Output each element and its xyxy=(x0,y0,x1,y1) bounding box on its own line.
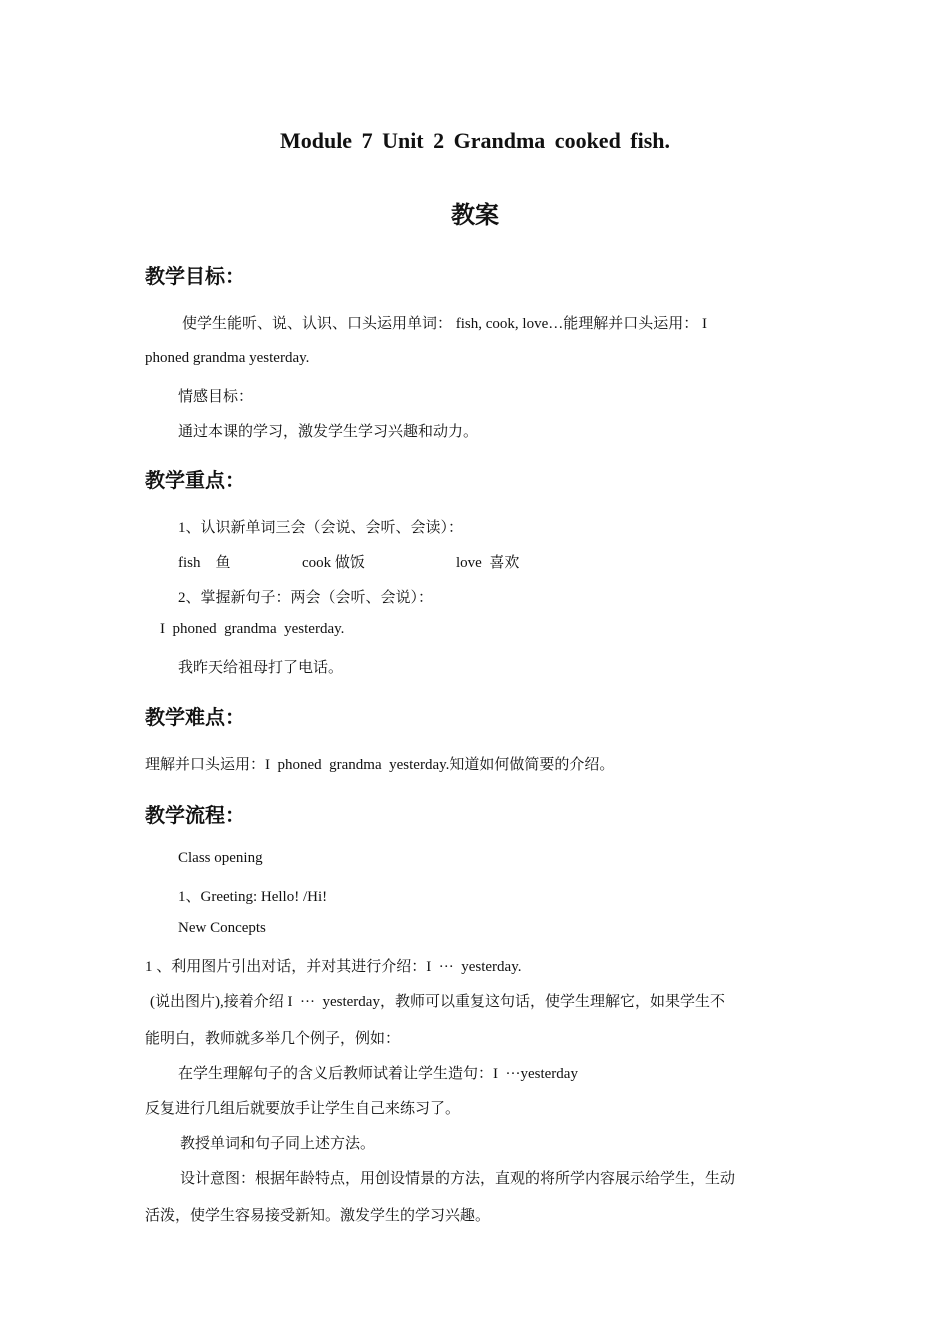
process-line-8: 反复进行几组后就要放手让学生自己来练习了。 xyxy=(145,1101,461,1117)
key-line-2: 2、掌握新句子：两会（会听、会说）： xyxy=(178,590,434,606)
vocab-love: love 喜欢 xyxy=(456,555,520,571)
process-line-6: 能明白，教师就多举几个例子，例如： xyxy=(145,1031,401,1047)
heading-difficult: 教学难点： xyxy=(145,705,245,729)
process-line-5: (说出图片),接着介绍 I ··· yesterday，教师可以重复这句话，使学生理解它，如果学生不 xyxy=(150,994,725,1010)
heading-process: 教学流程： xyxy=(145,803,245,827)
process-line-10: 设计意图：根据年龄特点，用创设情景的方法，直观的将所学内容展示给学生，生动 xyxy=(180,1171,736,1187)
key-line-3: I phoned grandma yesterday. xyxy=(160,621,345,637)
process-line-1: Class opening xyxy=(178,850,263,866)
process-line-4: 1 、利用图片引出对话，并对其进行介绍：I ··· yesterday. xyxy=(145,959,522,975)
goals-line-2: phoned grandma yesterday. xyxy=(145,350,310,366)
difficult-line-1: 理解并口头运用：I phoned grandma yesterday.知道如何做简要的介绍。 xyxy=(145,757,615,773)
goals-line-4: 通过本课的学习，激发学生学习兴趣和动力。 xyxy=(178,424,479,440)
goals-line-1: 使学生能听、说、认识、口头运用单词： fish, cook, love…能理解并口头运用： I xyxy=(182,316,707,332)
process-line-3: New Concepts xyxy=(178,920,266,936)
page-subtitle: 教案 xyxy=(451,203,499,229)
process-line-7: 在学生理解句子的含义后教师试着让学生造句：I ···yesterday xyxy=(178,1066,578,1082)
key-line-1: 1、认识新单词三会（会说、会听、会读）： xyxy=(178,520,464,536)
process-line-9: 教授单词和句子同上述方法。 xyxy=(180,1136,376,1152)
heading-goals: 教学目标： xyxy=(145,264,245,288)
key-line-4: 我昨天给祖母打了电话。 xyxy=(178,660,344,676)
vocab-fish: fish 鱼 xyxy=(178,555,231,571)
page-title: Module 7 Unit 2 Grandma cooked fish. xyxy=(279,128,671,153)
goals-line-3: 情感目标： xyxy=(178,389,254,405)
heading-key: 教学重点： xyxy=(145,468,245,492)
process-line-11: 活泼，使学生容易接受新知。激发学生的学习兴趣。 xyxy=(145,1208,491,1224)
process-line-2: 1、Greeting: Hello! /Hi! xyxy=(178,889,328,905)
vocab-cook: cook 做饭 xyxy=(302,555,365,571)
